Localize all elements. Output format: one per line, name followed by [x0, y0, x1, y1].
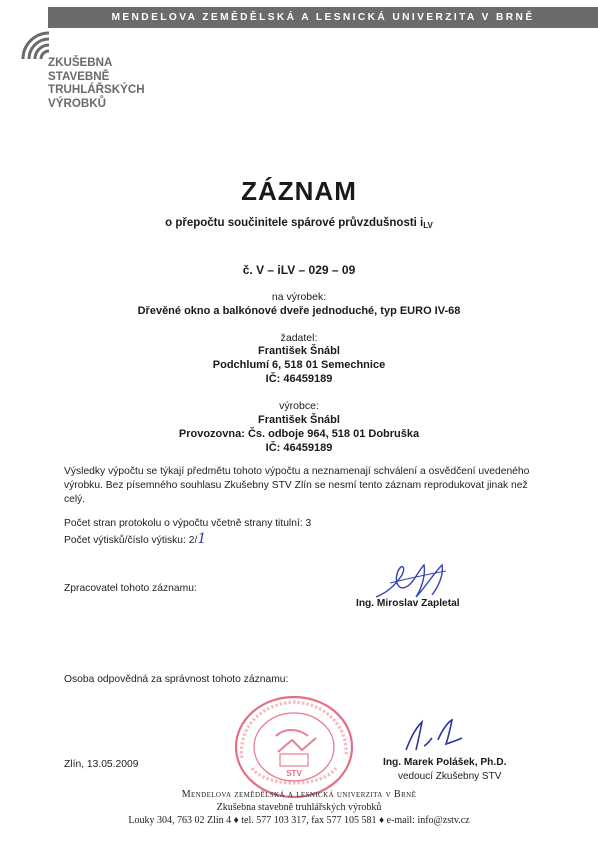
subtitle-text: o přepočtu součinitele spárové průvzdušnosti i	[165, 217, 424, 229]
responsible-role: vedoucí Zkušebny STV	[398, 771, 502, 782]
university-banner	[48, 7, 598, 28]
logo-line-1: ZKUŠEBNA	[48, 56, 113, 69]
logo-line-4: VÝROBKŮ	[48, 96, 106, 110]
university-stamp	[232, 694, 356, 800]
footer-university: Mendelova zemědělská a lesnická univerzita v Brně	[181, 789, 417, 800]
processor-label: Zpracovatel tohoto záznamu:	[64, 583, 197, 594]
svg-text:STV: STV	[286, 769, 302, 778]
logo-line-2: STAVEBNĚ	[48, 69, 110, 83]
logo-line-3: TRUHLÁŘSKÝCH	[48, 83, 145, 97]
document-title: ZÁZNAM	[241, 176, 357, 206]
university-name: MENDELOVA ZEMĚDĚLSKÁ A LESNICKÁ UNIVERZITA V BRNĚ	[111, 12, 535, 23]
footer-lab: Zkušebna stavebně truhlářských výrobků	[216, 802, 382, 813]
footer-contact: Louky 304, 763 02 Zlín 4 ♦ tel. 577 103 317, fax 577 105 581 ♦ e-mail: info@zstv.cz	[128, 815, 470, 826]
copies-label: Počet výtisků/číslo výtisku: 2/	[64, 535, 198, 546]
manufacturer-label: výrobce:	[279, 400, 319, 412]
logo-text	[48, 56, 145, 110]
manufacturer-name: František Šnábl	[258, 414, 340, 426]
responsible-name: Ing. Marek Polášek, Ph.D.	[383, 757, 507, 768]
place-date: Zlín, 13.05.2009	[64, 759, 139, 770]
applicant-ic: IČ: 46459189	[265, 373, 333, 385]
product-label: na výrobek:	[271, 291, 327, 303]
product-value: Dřevěné okno a balkónové dveře jednoduché, typ EURO IV-68	[137, 305, 461, 317]
pages-count: Počet stran protokolu o výpočtu včetně strany titulní: 3	[64, 518, 312, 529]
manufacturer-address: Provozovna: Čs. odboje 964, 518 01 Dobruška	[178, 428, 420, 440]
copies-info	[64, 531, 206, 547]
processor-name: Ing. Miroslav Zapletal	[356, 598, 460, 609]
applicant-name: František Šnábl	[258, 345, 340, 357]
applicant-label: žadatel:	[280, 332, 318, 344]
manufacturer-ic: IČ: 46459189	[265, 442, 333, 454]
document-number: č. V – iLV – 029 – 09	[242, 263, 356, 277]
document-subtitle	[0, 217, 598, 230]
responsible-label: Osoba odpovědná za správnost tohoto záznamu:	[64, 674, 289, 685]
disclaimer-text: Výsledky výpočtu se týkají předmětu tohoto výpočtu a neznamenají schválení a osvědčení uvedeného výrobku. Bez písemného souhlasu Zkušebny STV Zlín se nesmí tento záznam reprodukovat jinak než celý.	[64, 466, 530, 505]
subtitle-subscript: LV	[423, 221, 433, 230]
copies-handwritten: 1	[197, 531, 207, 547]
responsible-signature	[400, 716, 466, 754]
applicant-address: Podchlumí 6, 518 01 Semechnice	[212, 359, 386, 371]
